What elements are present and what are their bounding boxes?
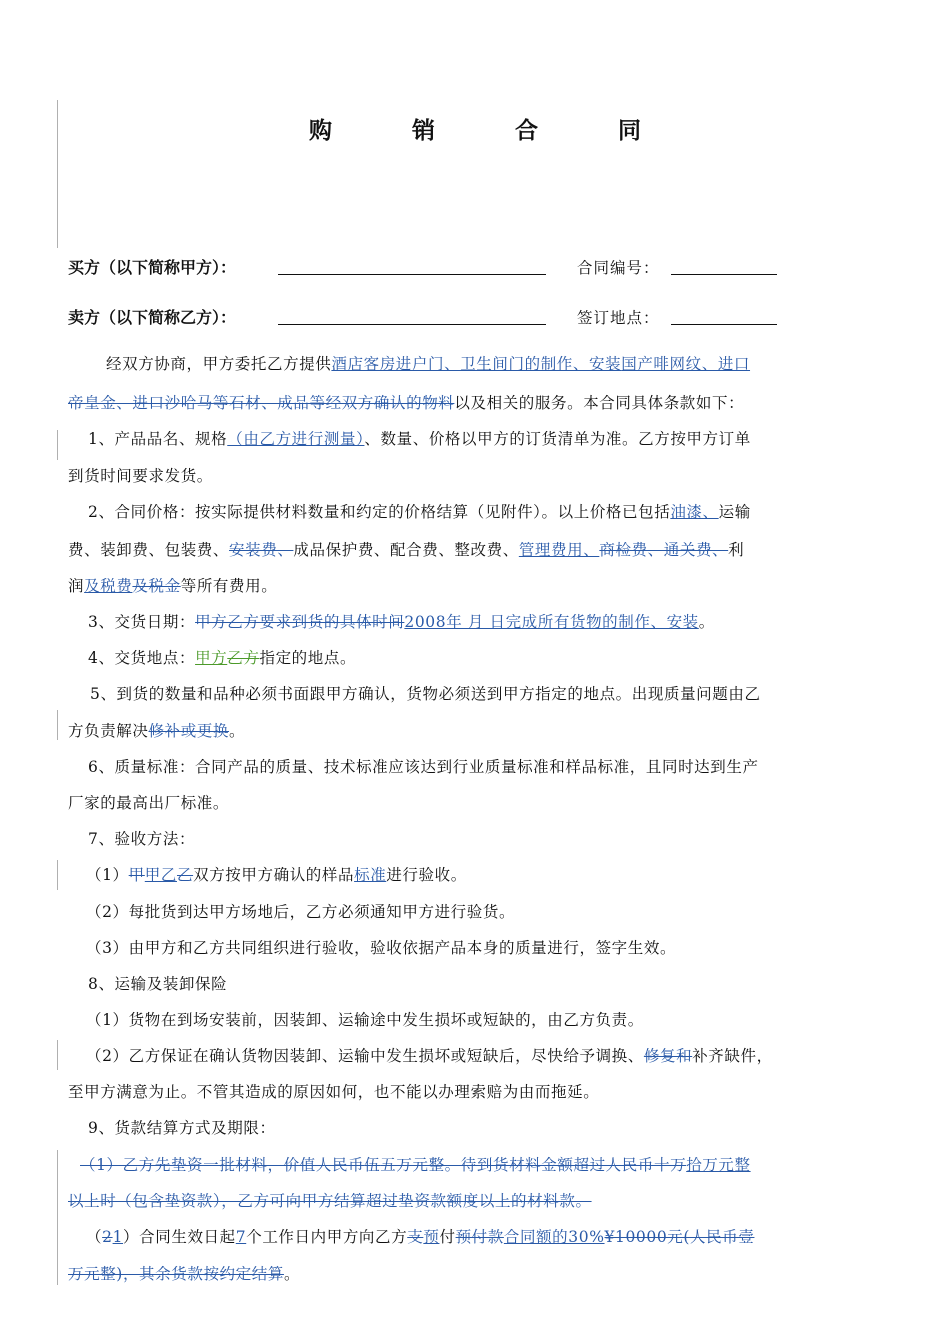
clause-3 [68,612,904,632]
revision-delete: 商检费、通关费、 [599,541,729,559]
text: 等所有费用。 [180,577,278,595]
clause-9-title [68,1118,904,1138]
revision-insert: 油漆、 [670,503,719,521]
clause-7-title [68,829,904,849]
sign-place-label: 签订地点： [577,309,660,327]
text: （1） [86,866,129,884]
clause-6 [68,793,884,813]
revision-insert: 及税费 [84,577,133,595]
text: 、数量、价格以甲方的订货清单为准。乙方按甲方订单 [364,430,751,448]
intro-line [68,393,884,413]
text: 。 [698,613,715,631]
clause-2 [68,502,904,522]
revision-insert: 合同额的30% [503,1228,605,1246]
revision-insert: 酒店客房进户门、卫生间门的制作、安装 [331,355,622,373]
revision-delete: 以上时（包含垫资款），乙方可向甲方结算超过垫资款额度以上的材料款。 [68,1192,592,1210]
revision-delete: 伍 [364,1156,381,1174]
text: （ [86,1228,103,1246]
margin-bar [57,710,58,740]
text: 润 [68,577,85,595]
contract-no-blank[interactable] [671,273,777,275]
text: 个工作日内甲方向乙方 [246,1228,408,1246]
clause-8-item [68,1046,902,1066]
text: 至甲方满意为止。不管其造成的原因如何，也不能以办理索赔为由而拖延。 [68,1083,600,1101]
clause-8-title [68,974,904,994]
revision-delete: 甲 [128,866,145,884]
text: 双方按甲方确认的样品 [193,866,355,884]
text: 费、装卸费、包装费、 [68,541,230,559]
clause-2 [68,540,884,560]
revision-delete: 帝皇金、进口沙哈马等石材、成品等经双方确认的物料 [68,394,455,412]
text: 1、产品品名、规格 [88,430,228,448]
margin-bar [57,1150,58,1285]
text: 3、交货日期： [88,613,196,631]
text: 7、验收方法： [88,830,196,848]
margin-bar [57,1040,58,1070]
revision-delete: 修复和 [643,1047,693,1065]
contract-title: 购 销 合 同 [308,118,678,144]
revision-insert: 甲乙 [144,866,177,884]
clause-7-item [68,865,902,885]
text: 4、交货地点： [88,649,196,667]
revision-delete: ¥10000元(人民币壹 [604,1228,755,1246]
revision-insert: 2008年 月 日完成所有货物的制作、安装 [404,613,699,631]
margin-bar [57,430,58,460]
text: （3）由甲方和乙方共同组织进行验收，验收依据产品本身的质量进行，签字生效。 [86,939,677,957]
revision-delete: 乙 [176,866,194,884]
text: （2）乙方保证在确认货物因装卸、运输中发生损坏或短缺后，尽快给予调换、 [86,1047,644,1065]
revision-delete: 安装费、 [229,541,294,559]
text: 9、货款结算方式及期限： [88,1119,276,1137]
text: 5、到货的数量和品种必须书面跟甲方确认，货物必须送到甲方指定的地点。出现质量问题由乙 [90,685,761,703]
clause-2 [68,576,884,596]
text: 指定的地点。 [259,649,357,667]
clause-8-item [68,1082,884,1102]
revision-delete: 支 [407,1228,424,1246]
clause-5 [68,721,884,741]
seller-blank[interactable] [278,323,546,325]
text: 以及相关的服务。本合同具体条款如下： [454,394,745,412]
text: 。 [283,1265,301,1283]
text: 经双方协商，甲方委托乙方提供 [106,355,332,373]
clause-5 [68,684,906,704]
revision-delete: 修补或更换 [148,722,230,740]
buyer-blank[interactable] [278,273,546,275]
clause-7-item [68,902,902,922]
text: 成品保护费、配合费、整改费、 [293,541,519,559]
clause-1 [68,429,904,449]
text: 8、运输及装卸保险 [88,975,228,993]
clause-6 [68,757,904,777]
revision-delete: 十万 [653,1156,687,1174]
text: ）合同生效日起 [123,1228,236,1246]
text: （1）货物在到场安装前，因装卸、运输途中发生损坏或短缺的，由乙方负责。 [86,1011,644,1029]
revision-insert: 国产啡网纹、进口 [621,355,751,373]
revision-insert: 预 [423,1228,440,1246]
revision-insert: 标准 [354,866,387,884]
text: （2）每批货到达甲方场地后，乙方必须通知甲方进行验货。 [86,903,516,921]
revision-delete: 2 [102,1228,113,1246]
sign-place-blank[interactable] [671,323,777,325]
revision-delete: 乙方 [227,649,260,667]
text: 利 [728,541,745,559]
intro-line [68,354,922,374]
clause-9-item [68,1191,884,1211]
contract-no-label: 合同编号： [577,259,660,277]
clause-9-item [68,1155,896,1175]
clause-8-item [68,1010,902,1030]
revision-delete: （1）乙方先垫资一批材料，价值人民币 [80,1156,365,1174]
text: 2、合同价格：按实际提供材料数量和约定的价格结算（见附件）。以上价格已包括 [88,503,671,521]
text: 厂家的最高出厂标准。 [68,794,230,812]
text: 到货时间要求发货。 [68,467,213,485]
revision-insert: 1 [112,1228,124,1246]
buyer-label: 买方（以下简称甲方）： [68,258,237,277]
text: 。 [229,722,246,740]
revision-delete: 及税金 [132,577,181,595]
text: 方负责解决 [68,722,149,740]
text: 进行验收。 [386,866,467,884]
revision-insert: （由乙方进行测量） [227,430,365,448]
clause-7-item [68,938,902,958]
text: 运输 [718,503,751,521]
clause-4 [68,648,904,668]
revision-delete: 五万元整。待到货材料金额超过人民币 [380,1156,654,1174]
seller-label: 卖方（以下简称乙方）： [68,308,237,327]
revision-insert: 甲方 [195,649,228,667]
text: 补齐缺件， [692,1047,773,1065]
clause-1 [68,466,884,486]
clause-9-item [68,1264,884,1284]
revision-delete: 甲方乙方要求到货的具体时间 [195,613,405,631]
margin-bar [57,860,58,890]
revision-delete: 万元整)，其余货款按约定结算 [68,1265,284,1283]
text: 6、质量标准：合同产品的质量、技术标准应该达到行业质量标准和样品标准，且同时达到生产 [88,758,759,776]
revision-insert: 拾万元整 [686,1156,751,1174]
text: 付 [439,1228,456,1246]
clause-9-item [68,1227,902,1247]
revision-insert: 7 [235,1228,247,1246]
revision-insert: 管理费用、 [518,541,600,559]
revision-delete: 预付款 [455,1228,504,1246]
